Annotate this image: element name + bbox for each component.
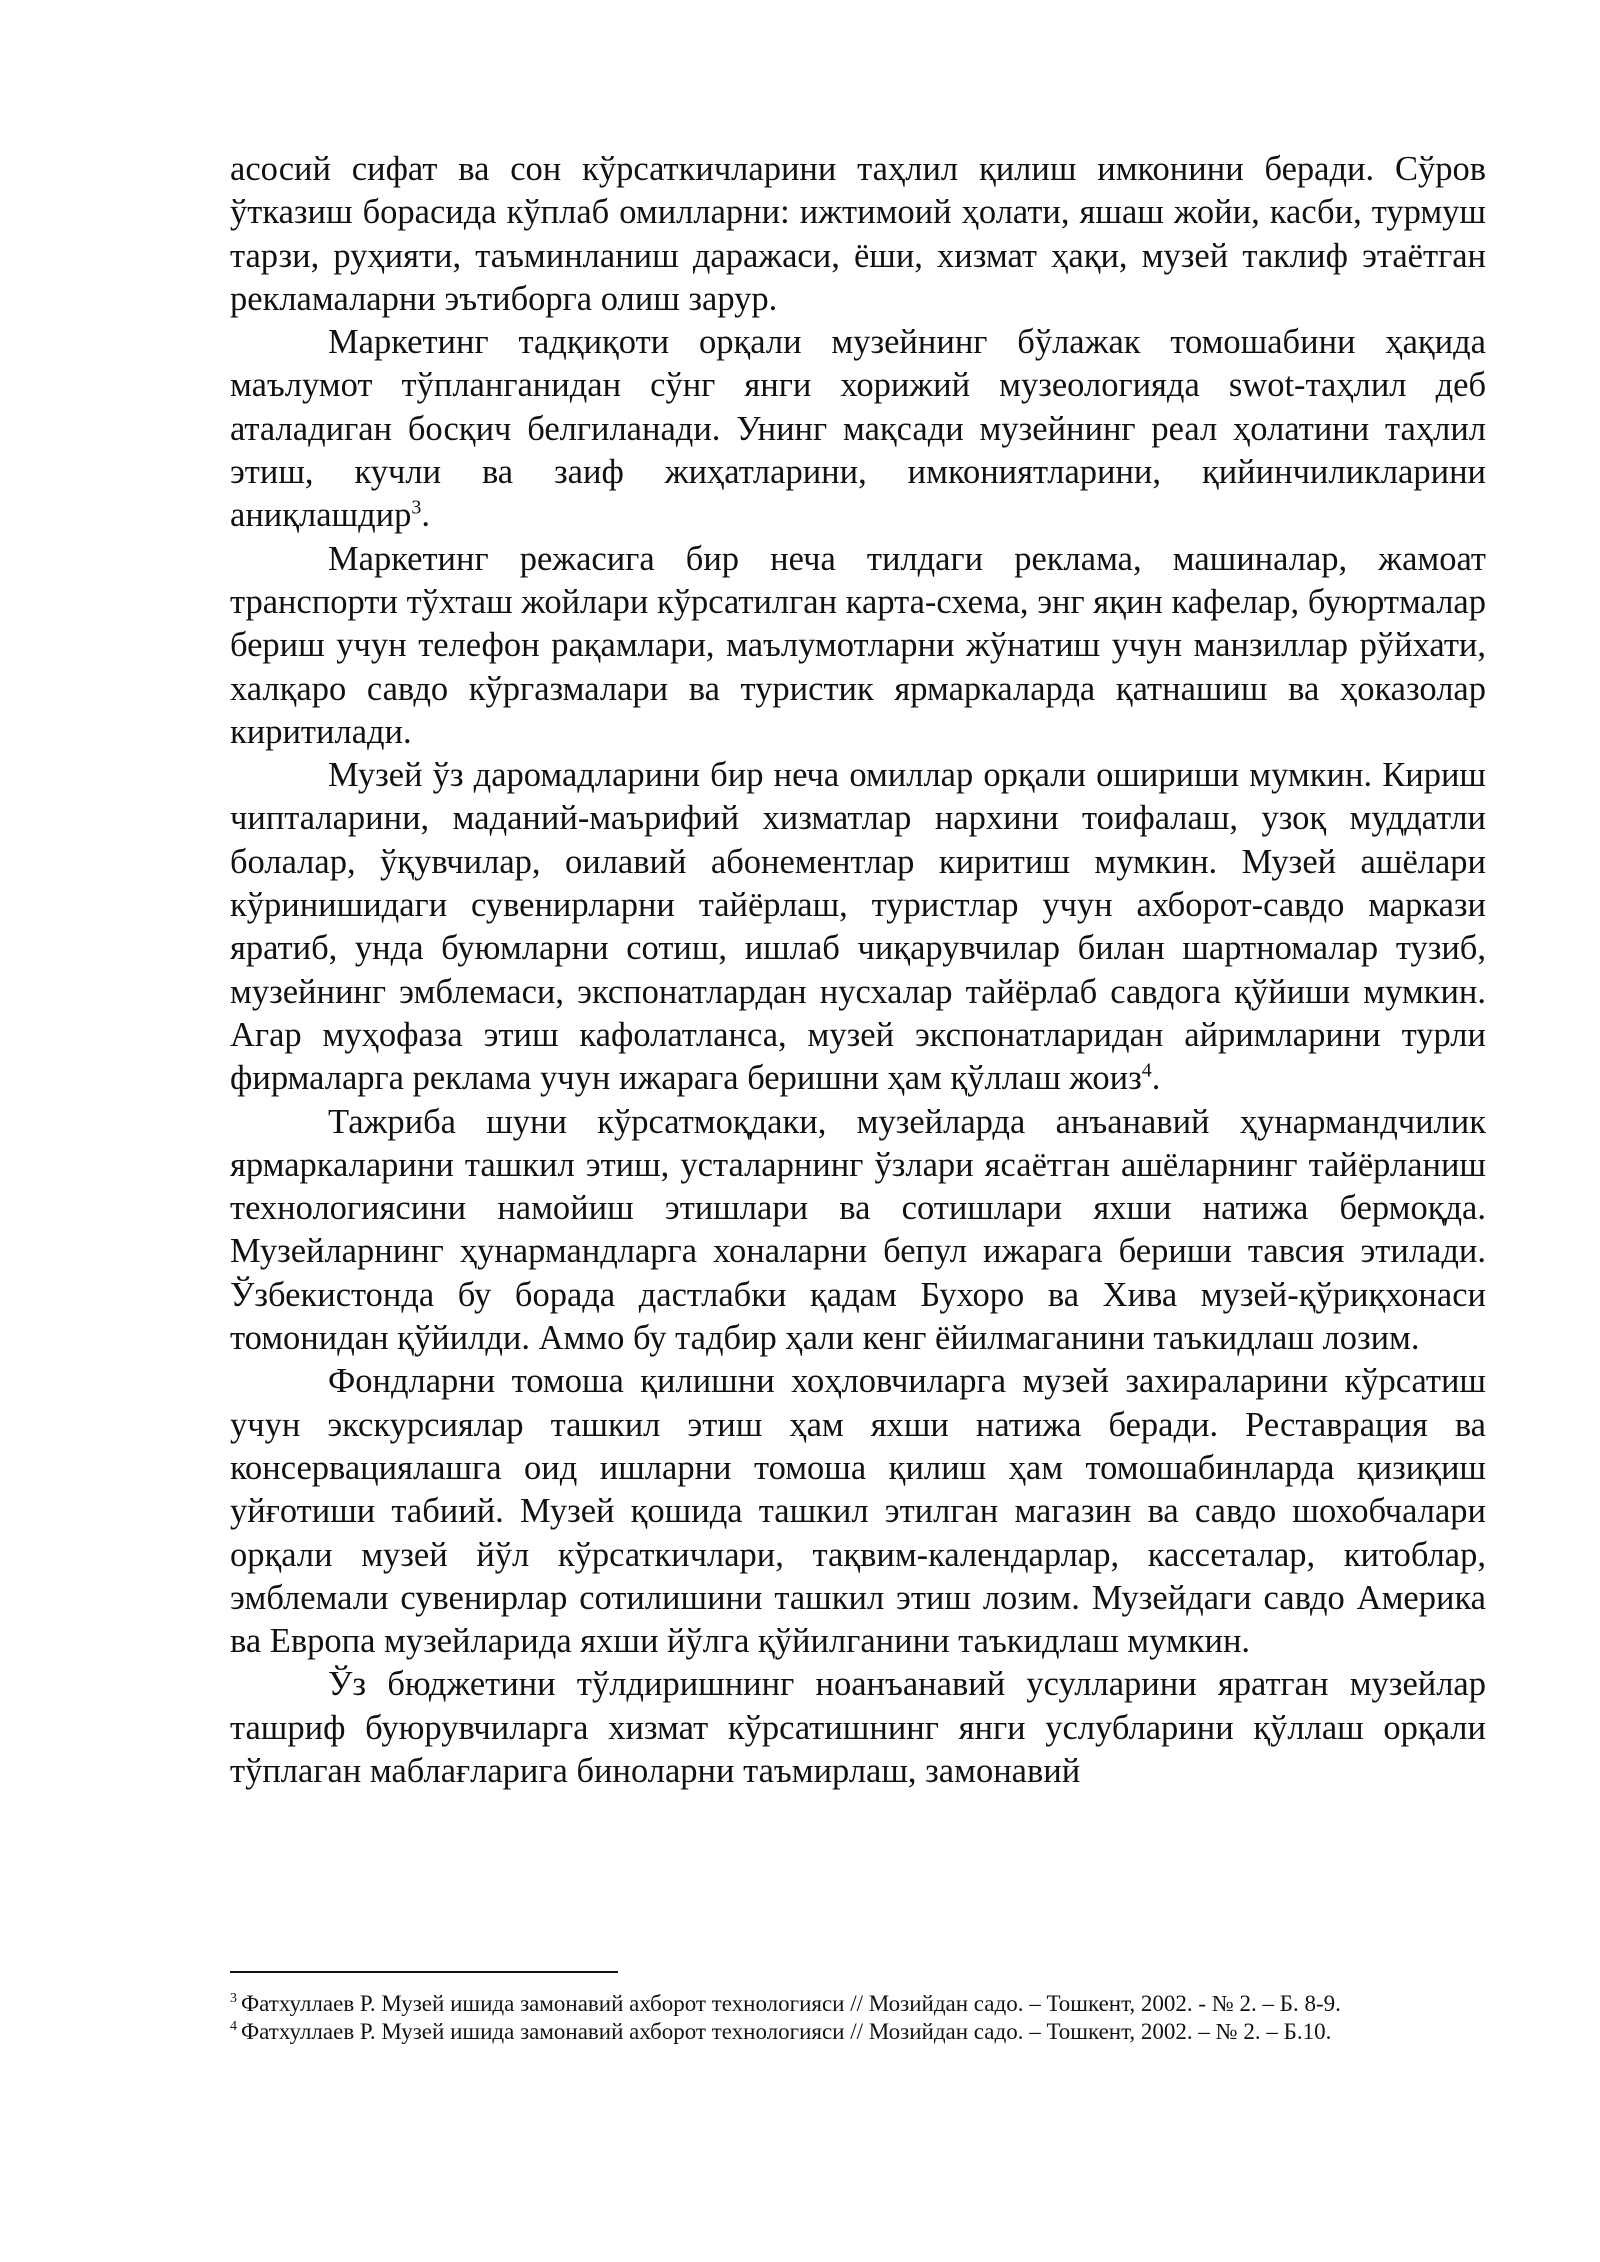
footnote-4	[230, 2018, 1486, 2046]
footnote-separator	[230, 1971, 618, 1973]
footnote-3-text: Фатхуллаев Р. Музей ишида замонавий ахборот технологияси // Мозийдан садо. – Тошкент, 2002. - № 2. – Б. 8-9.	[241, 1991, 1341, 2016]
paragraph-4	[230, 754, 1486, 1100]
paragraph-5	[230, 1101, 1486, 1361]
paragraph-2-text: Маркетинг тадқиқоти орқали музейнинг бўлажак томошабини ҳақида маълумот тўпланганидан сўнг янги хорижий музеологияда swot-таҳлил деб аталадиган босқич белгиланади. Унинг мақсади музейнинг реал ҳолатини таҳлил этиш, кучли ва заиф жиҳатларини, имкониятларини, қийинчиликларини аниқлашдир	[230, 323, 1486, 535]
paragraph-4-tail: .	[1151, 1059, 1161, 1098]
footnote-ref-4[interactable]: 4	[1141, 1059, 1152, 1082]
document-body	[230, 148, 1486, 1793]
paragraph-1	[230, 148, 1486, 321]
paragraph-7	[230, 1663, 1486, 1793]
footnote-4-number: 4	[230, 2018, 237, 2034]
paragraph-1-text: асосий сифат ва сон кўрсаткичларини таҳлил қилиш имконини беради. Сўров ўтказиш борасида кўплаб омилларни: ижтимоий ҳолати, яшаш жойи, касби, турмуш тарзи, руҳияти, таъминланиш даражаси, ёши, хизмат ҳақи, музей таклиф этаётган рекламаларни эътиборга олиш зарур.	[230, 150, 1486, 318]
footnote-3-number: 3	[230, 1991, 237, 2007]
paragraph-6	[230, 1360, 1486, 1663]
footnote-ref-3[interactable]: 3	[411, 496, 422, 519]
paragraph-3	[230, 538, 1486, 754]
paragraph-5-text: Тажриба шуни кўрсатмоқдаки, музейларда анъанавий ҳунармандчилик ярмаркаларини ташкил этиш, усталарнинг ўзлари ясаётган ашёларнинг тайёрланиш технологиясини намойиш этишлари ва сотишлари яхши натижа бермоқда. Музейларнинг ҳунармандларга хоналарни бепул ижарага бериши тавсия этилади. Ўзбекистонда бу борада дастлабки қадам Бухоро ва Хива музей-қўриқхонаси томонидан қўйилди. Аммо бу тадбир ҳали кенг ёйилмаганини таъкидлаш лозим.	[230, 1102, 1486, 1358]
paragraph-4-text: Музей ўз даромадларини бир неча омиллар орқали ошириши мумкин. Кириш чипталарини, маданий-маърифий хизматлар нархини тоифалаш, узоқ муддатли болалар, ўқувчилар, оилавий абонементлар киритиш мумкин. Музей ашёлари кўринишидаги сувенирларни тайёрлаш, туристлар учун ахборот-савдо маркази яратиб, унда буюмларни сотиш, ишлаб чиқарувчилар билан шартномалар тузиб, музейнинг эмблемаси, экспонатлардан нусхалар тайёрлаб савдога қўйиши мумкин. Агар муҳофаза этиш кафолатланса, музей экспонатларидан айримларини турли фирмаларга реклама учун ижарага беришни ҳам қўллаш жоиз	[230, 756, 1486, 1098]
paragraph-2-tail: .	[421, 496, 430, 535]
paragraph-3-text: Маркетинг режасига бир неча тилдаги реклама, машиналар, жамоат транспорти тўхташ жойлари кўрсатилган карта-схема, энг яқин кафелар, буюртмалар бериш учун телефон рақамлари, маълумотларни жўнатиш учун манзиллар рўйхати, халқаро савдо кўргазмалари ва туристик ярмаркаларда қатнашиш ва ҳоказолар киритилади.	[230, 539, 1486, 751]
paragraph-2	[230, 321, 1486, 537]
paragraph-7-text: Ўз бюджетини тўлдиришнинг ноанъанавий усулларини яратган музейлар ташриф буюрувчиларга хизмат кўрсатишнинг янги услубларини қўллаш орқали тўплаган маблағларига биноларни таъмирлаш, замонавий	[230, 1665, 1486, 1790]
footnote-3	[230, 1990, 1486, 2018]
footnote-4-text: Фатхуллаев Р. Музей ишида замонавий ахборот технологияси // Мозийдан садо. – Тошкент, 2002. – № 2. – Б.10.	[241, 2018, 1332, 2044]
paragraph-6-text: Фондларни томоша қилишни хоҳловчиларга музей захираларини кўрсатиш учун экскурсиялар ташкил этиш ҳам яхши натижа беради. Реставрация ва консервациялашга оид ишларни томоша қилиш ҳам томошабинларда қизиқиш уйғотиши табиий. Музей қошида ташкил этилган магазин ва савдо шохобчалари орқали музей йўл кўрсаткичлари, тақвим-календарлар, кассеталар, китоблар, эмблемали сувенирлар сотилишини ташкил этиш лозим. Музейдаги савдо Америка ва Европа музейларида яхши йўлга қўйилганини таъкидлаш мумкин.	[230, 1362, 1486, 1661]
footnotes-section	[230, 1990, 1486, 2045]
